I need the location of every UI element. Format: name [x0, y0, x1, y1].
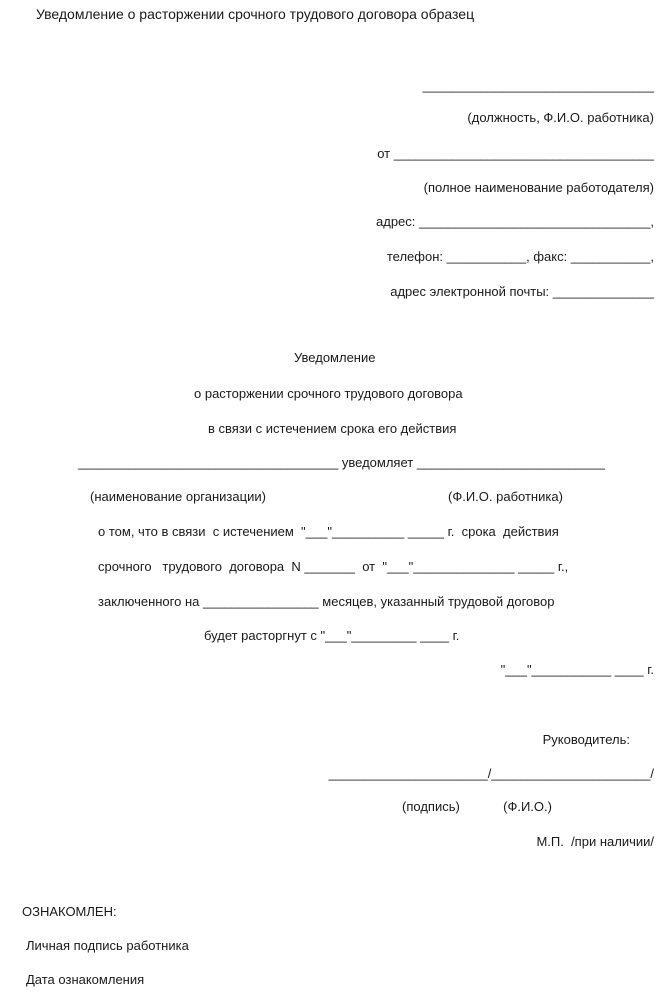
address-line: адрес: ________________________________, [376, 214, 654, 229]
acknowledgement-date-label: Дата ознакомления [26, 972, 145, 987]
employee-name-hint: (Ф.И.О. работника) [448, 489, 563, 504]
notice-heading: Уведомление [294, 350, 376, 365]
notice-body-line-2: срочного трудового договора N _______ от "___"______________ _____ г., [98, 559, 569, 574]
notice-date-line: "___"___________ ____ г. [500, 662, 654, 677]
recipient-blank-line: ________________________________ [422, 78, 654, 93]
employer-name-hint: (полное наименование работодателя) [423, 180, 654, 195]
organization-name-hint: (наименование организации) [90, 489, 266, 504]
notice-subtitle-2: в связи с истечением срока его действия [208, 421, 457, 436]
from-line: от ____________________________________ [377, 146, 654, 161]
notice-body-line-3: заключенного на ________________ месяцев, указанный трудовой договор [98, 594, 555, 609]
manager-label: Руководитель: [542, 732, 630, 747]
signature-line: ______________________/______________________/ [328, 766, 654, 781]
stamp-label: М.П. /при наличии/ [536, 834, 654, 849]
notice-subtitle-1: о расторжении срочного трудового договора [194, 386, 463, 401]
phone-fax-line: телефон: ___________, факс: ___________, [386, 249, 654, 264]
acknowledged-label: ОЗНАКОМЛЕН: [22, 904, 117, 919]
signature-hint: (подпись) (Ф.И.О.) [402, 799, 552, 814]
recipient-position-name-hint: (должность, Ф.И.О. работника) [467, 110, 654, 125]
notice-body-line-4: будет расторгнут с "___"_________ ____ г. [204, 628, 460, 643]
employee-signature-label: Личная подпись работника [26, 938, 189, 953]
email-line: адрес электронной почты: ______________ [390, 284, 654, 299]
document-title: Уведомление о расторжении срочного трудового договора образец [36, 6, 475, 22]
notifies-line: ____________________________________ уведомляет __________________________ [78, 455, 605, 470]
notice-body-line-1: о том, что в связи с истечением "___"__________ _____ г. срока действия [98, 524, 559, 539]
